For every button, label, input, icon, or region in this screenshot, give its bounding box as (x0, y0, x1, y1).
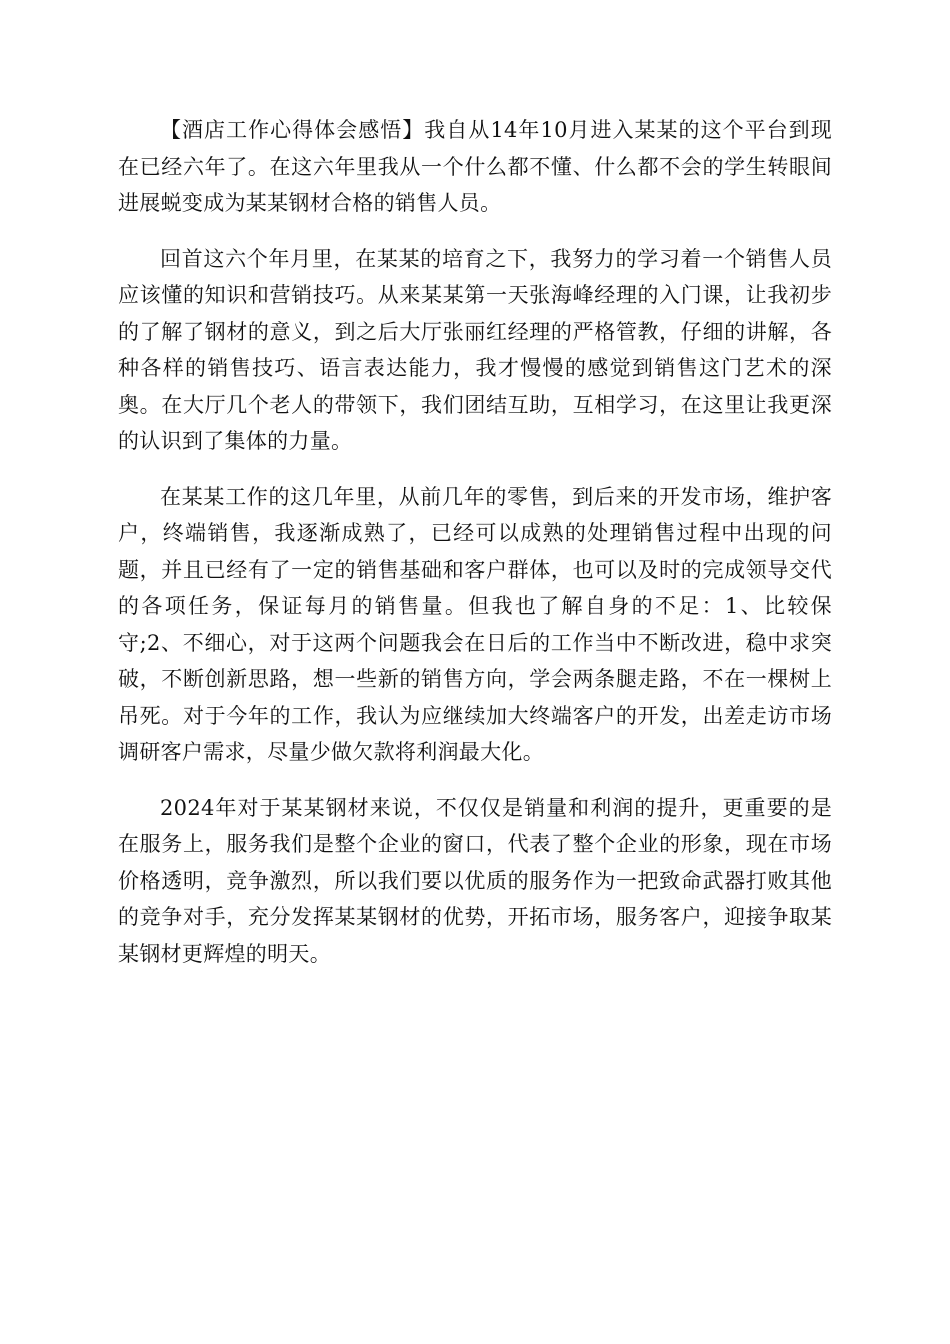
paragraph-2: 回首这六个年月里，在某某的培育之下，我努力的学习着一个销售人员应该懂的知识和营销技巧。从来某某第一天张海峰经理的入门课，让我初步的了解了钢材的意义，到之后大厅张丽红经理的严格管教，仔细的讲解，各种各样的销售技巧、语言表达能力，我才慢慢的感觉到销售这门艺术的深奥。在大厅几个老人的带领下，我们团结互助，互相学习，在这里让我更深的认识到了集体的力量。 (118, 246, 832, 453)
paragraph-4: 2024年对于某某钢材来说，不仅仅是销量和利润的提升，更重要的是在服务上，服务我们是整个企业的窗口，代表了整个企业的形象，现在市场价格透明，竞争激烈，所以我们要以优质的服务作为一把致命武器打败其他的竞争对手，充分发挥某某钢材的优势，开拓市场，服务客户，迎接争取某某钢材更辉煌的明天。 (118, 795, 832, 966)
document-body (118, 112, 832, 991)
paragraph-3: 在某某工作的这几年里，从前几年的零售，到后来的开发市场，维护客户，终端销售，我逐渐成熟了，已经可以成熟的处理销售过程中出现的问题，并且已经有了一定的销售基础和客户群体，也可以及时的完成领导交代的各项任务，保证每月的销售量。但我也了解自身的不足：1、比较保守;2、不细心，对于这两个问题我会在日后的工作当中不断改进，稳中求突破，不断创新思路，想一些新的销售方向，学会两条腿走路，不在一棵树上吊死。对于今年的工作，我认为应继续加大终端客户的开发，出差走访市场调研客户需求，尽量少做欠款将利润最大化。 (118, 484, 832, 764)
paragraph-1: 【酒店工作心得体会感悟】我自从14年10月进入某某的这个平台到现在已经六年了。在这六年里我从一个什么都不懂、什么都不会的学生转眼间进展蜕变成为某某钢材合格的销售人员。 (118, 118, 832, 215)
